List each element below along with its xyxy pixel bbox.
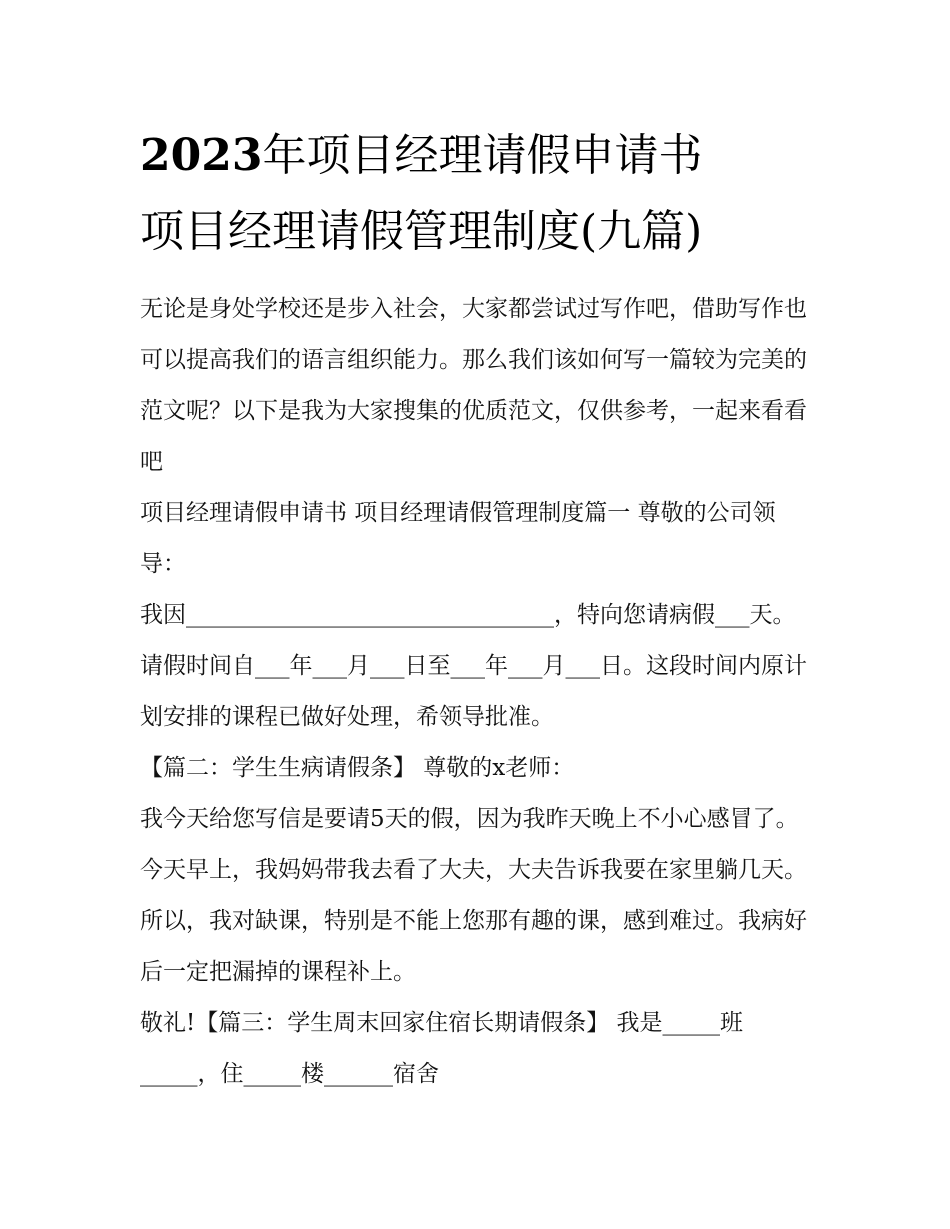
section-one-heading: 项目经理请假申请书 项目经理请假管理制度篇一 尊敬的公司领导： (140, 500, 776, 577)
title-year: 2023 (140, 130, 263, 181)
title-line1: 年项目经理请假申请书 (262, 130, 703, 181)
document-page (140, 118, 816, 1100)
intro-paragraph: 无论是身处学校还是步入社会，大家都尝试过写作吧，借助写作也可以提高我们的语言组织能力。那么我们该如何写一篇较为完美的范文呢？以下是我为大家搜集的优质范文，仅供参考，一起来看看吧 (140, 296, 807, 475)
leave-request-paragraph: 我因________________________________，特向您请病假___天。请假时间自___年___月___日至___年___月___日。这段时间内原计划安排的课程已做好处理，希领导批准。 (140, 602, 807, 730)
document-body (140, 284, 816, 1100)
document-title (140, 118, 816, 270)
sick-note-paragraph: 我今天给您写信是要请5天的假，因为我昨天晚上不小心感冒了。今天早上，我妈妈带我去看了大夫，大夫告诉我要在家里躺几天。所以，我对缺课，特别是不能上您那有趣的课，感到难过。我病好后一定把漏掉的课程补上。 (140, 806, 807, 985)
title-line2: 项目经理请假管理制度(九篇) (140, 206, 703, 257)
section-three-paragraph: 敬礼!【篇三：学生周末回家住宿长期请假条】 我是_____班_____，住_____楼______宿舍 (140, 1010, 744, 1087)
section-two-heading: 【篇二：学生生病请假条】 尊敬的x老师： (140, 755, 575, 781)
